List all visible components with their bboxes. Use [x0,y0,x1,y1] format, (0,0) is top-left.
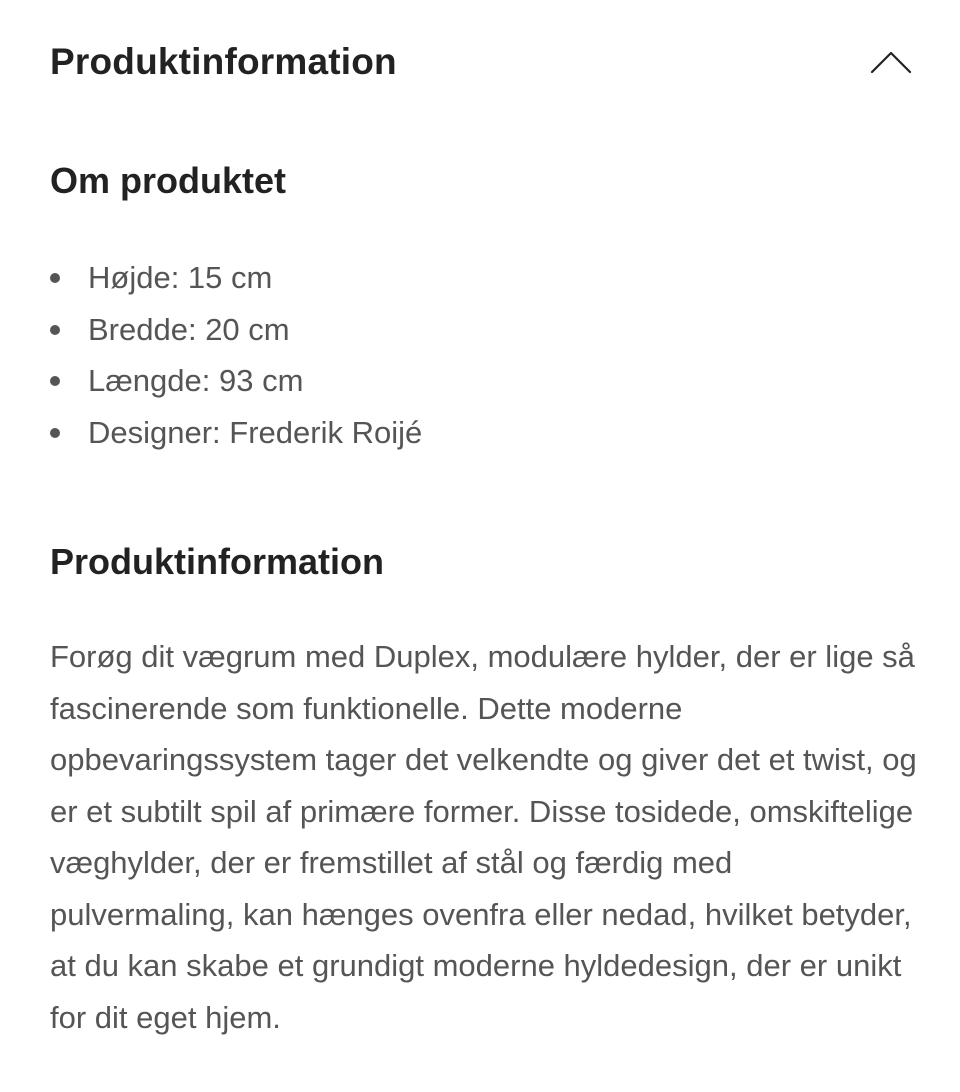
product-spec-list [50,252,422,458]
product-info-heading: Produktinformation [50,541,384,582]
chevron-up-icon[interactable] [870,48,912,76]
about-product-heading: Om produktet [50,160,287,201]
accordion-header-produktinformation[interactable] [50,36,912,88]
spec-length: Længde: 93 cm [50,355,422,407]
spec-height: Højde: 15 cm [50,252,422,304]
accordion-title: Produktinformation [50,41,397,82]
product-description: Forøg dit vægrum med Duplex, modulære hylder, der er lige så fascinerende som funktionelle. Dette moderne opbevaringssystem tager det velkendte og giver det et twist, og er et subtilt spil af primære former. Disse tosidede, omskiftelige væghylder, der er fremstillet af stål og færdig med pulvermaling, kan hænges ovenfra eller nedad, hvilket betyder, at du kan skabe et grundigt moderne hyldedesign, der er unikt for dit eget hjem. [50,639,917,1035]
spec-width: Bredde: 20 cm [50,304,422,356]
spec-designer: Designer: Frederik Roijé [50,407,422,459]
